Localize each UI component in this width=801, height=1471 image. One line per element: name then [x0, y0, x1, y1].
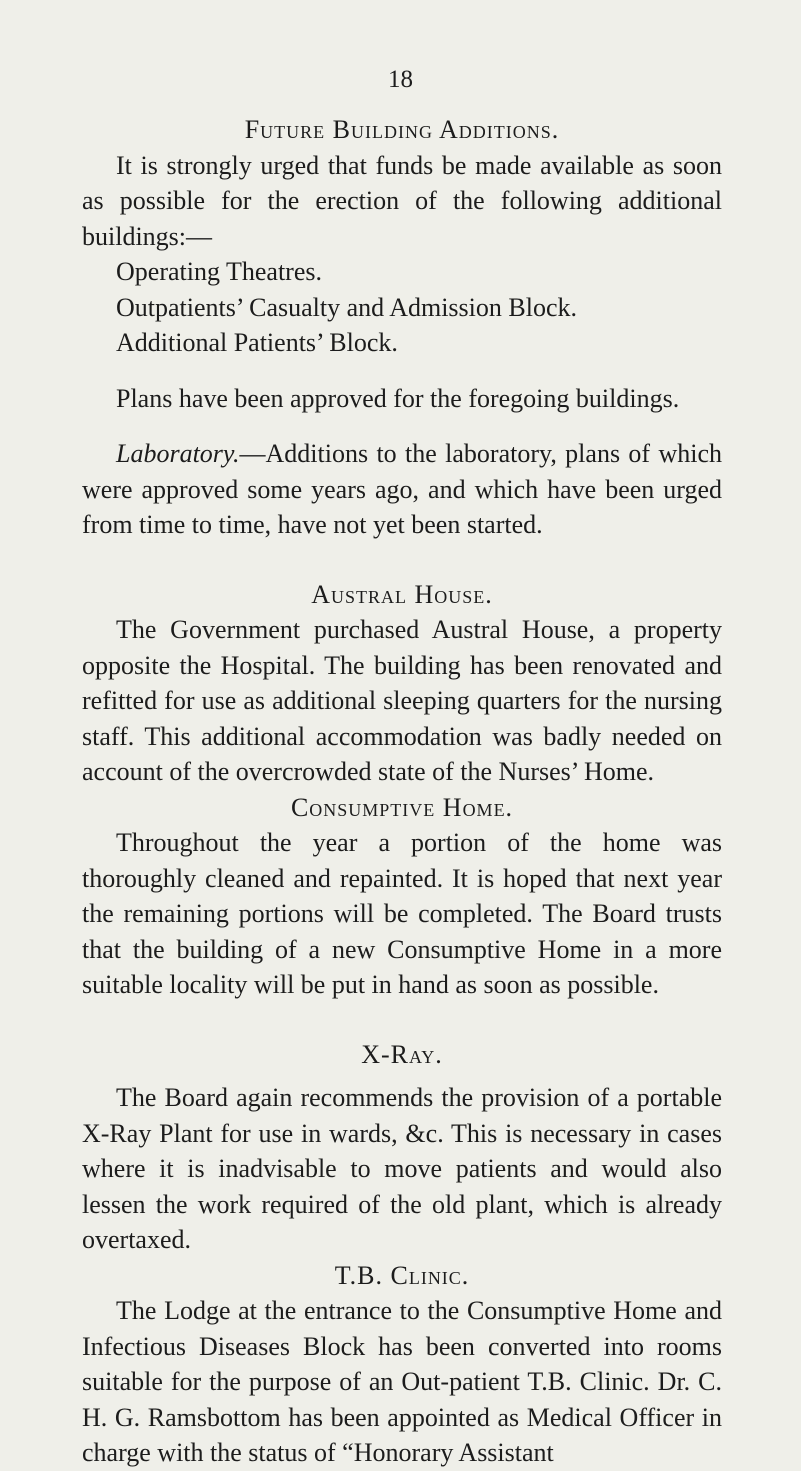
paragraph-austral-house: The Government purchased Austral House, a property opposite the Hospital. The building has been renovated and refitted for use as additional sleeping quarters for the nursing staff. This additional accommodation was badly needed on account of the overcrowded state of the Nurses’ Home. — [82, 615, 722, 786]
paragraph-consumptive-home: Throughout the year a portion of the home was thoroughly cleaned and repainted. It is hoped that next year the remaining portions will be completed. The Board trusts that the building of a new Consumptive Home in a more suitable locality will be put in hand as soon as possible. — [82, 828, 722, 999]
section-heading: T.B. Clinic. — [334, 1260, 470, 1290]
paragraph-x-ray: The Board again recommends the provision of a portable X-Ray Plant for use in wards, &c. This is necessary in cases where it is inadvisable to move patients and would also lessen the work required of the old plant, which is already overtaxed. — [82, 1083, 722, 1254]
paragraph-tb-clinic: The Lodge at the entrance to the Consumptive Home and Infectious Diseases Block has been converted into rooms suitable for the purpose of an Out-patient T.B. Clinic. Dr. C. H. G. Ramsbottom has been appointed as Medical Officer in charge with the status of “Honorary Assistant — [82, 1296, 722, 1467]
section-heading: Consumptive Home. — [290, 792, 514, 822]
paragraph-plans: Plans have been approved for the foregoing buildings. — [116, 383, 680, 413]
section-consumptive-home — [82, 790, 722, 1003]
section-austral-house — [82, 577, 722, 790]
section-future-building-additions — [82, 112, 722, 543]
laboratory-text: —Additions to the laboratory, plans of which were approved some years ago, and which have been urged from time to time, have not yet been started. — [82, 439, 722, 539]
page-content — [82, 112, 722, 1471]
list-item-outpatients-block: Outpatients’ Casualty and Admission Block. — [116, 292, 577, 322]
list-item-operating-theatres: Operating Theatres. — [116, 257, 322, 286]
section-tb-clinic — [82, 1258, 722, 1471]
laboratory-label: Laboratory. — [116, 439, 240, 468]
section-heading: Austral House. — [311, 579, 493, 609]
page-number: 18 — [388, 66, 413, 93]
paragraph-laboratory — [82, 436, 722, 543]
section-heading: X-Ray. — [361, 1039, 443, 1069]
section-heading: Future Building Additions. — [244, 115, 560, 144]
list-item-additional-patients-block: Additional Patients’ Block. — [116, 328, 398, 357]
section-x-ray — [82, 1037, 722, 1258]
paragraph-intro: It is strongly urged that funds be made available as soon as possible for the erection of the following additional buildings:— — [82, 150, 722, 251]
